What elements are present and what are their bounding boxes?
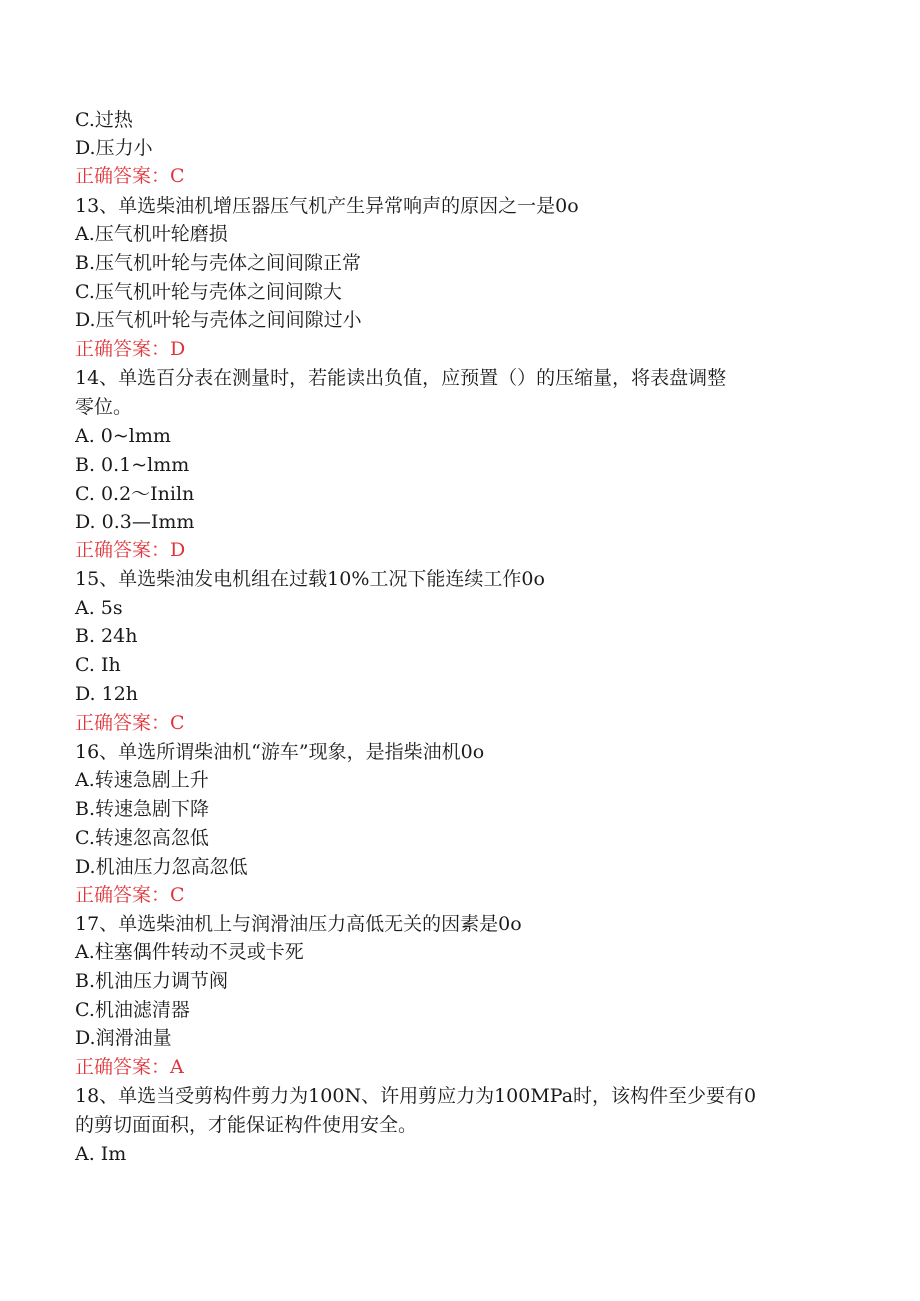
option-c: C.转速忽高忽低 bbox=[75, 827, 209, 849]
option-b: B. 24h bbox=[75, 625, 138, 647]
question-18-continued: 的剪切面面积，才能保证构件使用安全。 bbox=[75, 1114, 418, 1136]
option-a: A. Im bbox=[75, 1143, 127, 1165]
option-c: C. 0.2～Iniln bbox=[75, 483, 195, 505]
question-14: 14、单选百分表在测量时，若能读出负值，应预置（）的压缩量，将表盘调整 bbox=[75, 367, 727, 389]
question-13: 13、单选柴油机增压器压气机产生异常响声的原因之一是0o bbox=[75, 195, 579, 217]
option-c: C.压气机叶轮与壳体之间间隙大 bbox=[75, 281, 342, 303]
option-d: D.润滑油量 bbox=[75, 1027, 172, 1049]
answer-line: 正确答案：D bbox=[75, 539, 186, 561]
question-18: 18、单选当受剪构件剪力为100N、许用剪应力为100MPa时，该构件至少要有0 bbox=[75, 1085, 757, 1107]
question-15: 15、单选柴油发电机组在过载10%工况下能连续工作0o bbox=[75, 568, 545, 590]
option-a: A.转速急剧上升 bbox=[75, 769, 209, 791]
option-c: C.机油滤清器 bbox=[75, 999, 190, 1021]
option-c: C.过热 bbox=[75, 109, 133, 131]
option-a: A.压气机叶轮磨损 bbox=[75, 223, 228, 245]
answer-line: 正确答案：C bbox=[75, 884, 185, 906]
option-b: B.机油压力调节阀 bbox=[75, 970, 229, 992]
question-14-continued: 零位。 bbox=[75, 396, 133, 418]
answer-line: 正确答案：C bbox=[75, 712, 185, 734]
answer-line: 正确答案：D bbox=[75, 338, 186, 360]
question-16: 16、单选所谓柴油机“游车”现象，是指柴油机0o bbox=[75, 741, 485, 763]
question-17: 17、单选柴油机上与润滑油压力高低无关的因素是0o bbox=[75, 913, 522, 935]
option-c: C. Ih bbox=[75, 654, 121, 676]
option-b: B. 0.1~lmm bbox=[75, 454, 190, 476]
option-a: A. 0~lmm bbox=[75, 425, 171, 447]
option-b: B.转速急剧下降 bbox=[75, 798, 210, 820]
option-b: B.压气机叶轮与壳体之间间隙正常 bbox=[75, 252, 362, 274]
answer-line: 正确答案：C bbox=[75, 165, 185, 187]
option-d: D. 0.3—Imm bbox=[75, 511, 195, 533]
option-d: D. 12h bbox=[75, 683, 139, 705]
option-d: D.机油压力忽高忽低 bbox=[75, 856, 248, 878]
option-d: D.压气机叶轮与壳体之间间隙过小 bbox=[75, 309, 362, 331]
option-a: A. 5s bbox=[75, 597, 123, 619]
answer-line: 正确答案：A bbox=[75, 1056, 184, 1078]
option-d: D.压力小 bbox=[75, 137, 153, 159]
option-a: A.柱塞偶件转动不灵或卡死 bbox=[75, 941, 304, 963]
